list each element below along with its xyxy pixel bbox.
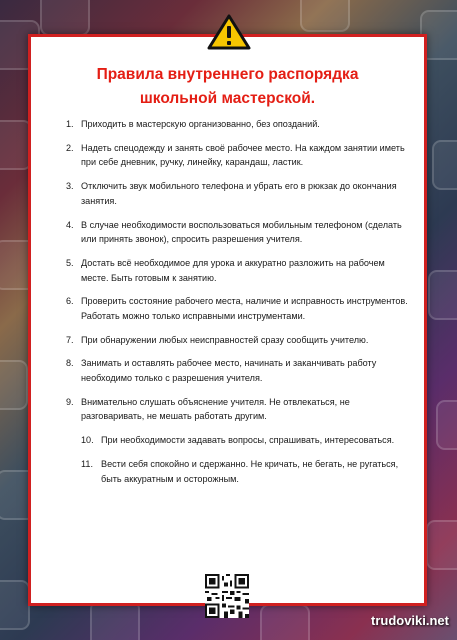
rules-list xyxy=(66,117,411,495)
bg-tile xyxy=(432,140,457,190)
rule-item xyxy=(66,141,411,170)
rules-poster xyxy=(28,34,427,606)
title-line-2: школьной мастерской. xyxy=(139,90,316,107)
bg-tile xyxy=(90,600,140,640)
warning-triangle-icon xyxy=(207,14,251,50)
rule-item xyxy=(81,433,411,448)
rule-number: 11. xyxy=(81,458,93,469)
bg-tile xyxy=(436,400,457,450)
rule-number: 3. xyxy=(66,181,74,192)
title-line-1: Правила внутреннего распорядка xyxy=(96,66,359,83)
rule-number: 4. xyxy=(66,219,74,230)
rule-text: Проверить состояние рабочего места, наличие и исправность инструментов. Работать можно только исправными инструментами. xyxy=(81,296,408,321)
rule-item xyxy=(66,256,411,285)
rule-text: Внимательно слушать объяснение учителя. Не отвлекаться, не разговаривать, не мешать работать другим. xyxy=(81,396,350,422)
site-watermark: trudoviki.net xyxy=(370,613,449,628)
rule-item xyxy=(66,356,411,385)
bg-tile xyxy=(300,0,350,32)
rule-item xyxy=(66,333,411,348)
rule-number: 2. xyxy=(66,142,74,153)
bg-tile xyxy=(428,270,457,320)
bg-tile xyxy=(0,580,30,630)
rule-number: 8. xyxy=(66,358,74,369)
rule-item xyxy=(81,457,411,486)
rule-text: При необходимости задавать вопросы, спрашивать, интересоваться. xyxy=(101,435,395,446)
bg-tile xyxy=(0,360,28,410)
rule-text: Занимать и оставлять рабочее место, начинать и заканчивать работу необходимо только с разрешения учителя. xyxy=(81,358,377,384)
rule-number: 10. xyxy=(81,435,94,446)
rule-number: 6. xyxy=(66,296,74,307)
rule-item xyxy=(66,179,411,208)
rule-number: 7. xyxy=(66,334,74,345)
rule-text: Достать всё необходимое для урока и аккуратно разложить на рабочем месте. Быть готовым к занятию. xyxy=(81,257,385,283)
rule-item xyxy=(66,117,411,132)
poster-title xyxy=(37,63,418,111)
rule-text: Приходить в мастерскую организованно, без опозданий. xyxy=(81,119,320,129)
rule-text: Вести себя спокойно и сдержанно. Не кричать, не бегать, не ругаться, быть аккуратным и осторожным. xyxy=(101,458,399,484)
bg-tile xyxy=(426,520,457,570)
rule-text: Отключить звук мобильного телефона и убрать его в рюкзак до окончания занятия. xyxy=(81,181,397,206)
rule-item xyxy=(66,395,411,424)
rule-text: При обнаружении любых неисправностей сразу сообщить учителю. xyxy=(81,334,369,345)
bg-tile xyxy=(260,604,310,640)
rule-number: 1. xyxy=(66,119,74,129)
rule-number: 5. xyxy=(66,257,74,268)
rule-text: Надеть спецодежду и занять своё рабочее место. На каждом занятии иметь при себе дневник, ручку, линейку, карандаш, ластик. xyxy=(81,142,405,168)
rule-item xyxy=(66,218,411,247)
bg-tile xyxy=(40,0,90,36)
qr-code-icon xyxy=(205,574,249,618)
rule-item xyxy=(66,294,411,323)
rule-text: В случае необходимости воспользоваться мобильным телефоном (сделать или принять звонок), спросить разрешения учителя. xyxy=(81,219,402,245)
rule-number: 9. xyxy=(66,396,74,407)
